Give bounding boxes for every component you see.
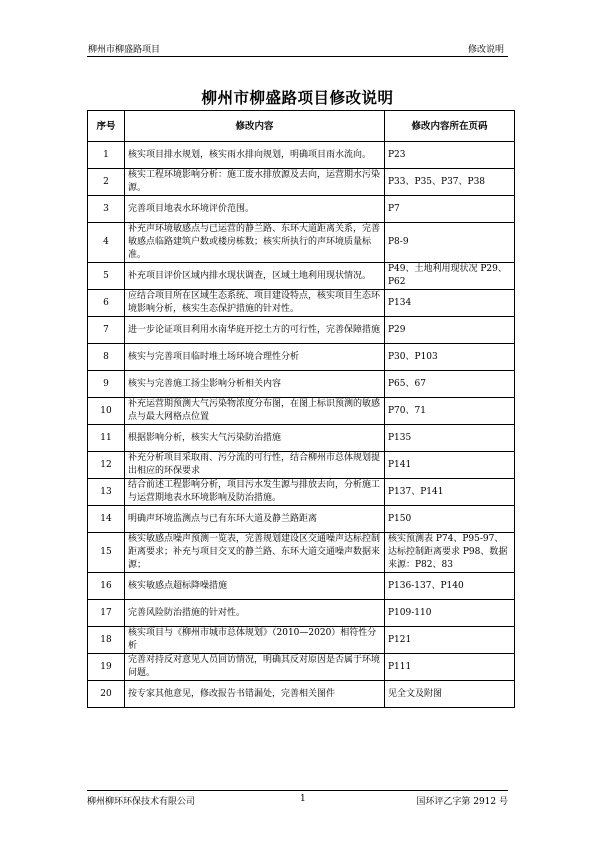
row-number: 1: [88, 142, 125, 169]
row-pages: P137、P141: [385, 479, 515, 506]
page-header: [87, 42, 508, 57]
table-row: [88, 169, 515, 196]
footer-license: 国环评乙字第 2912 号: [416, 797, 508, 807]
row-content: 完善项目地表水环境评价范围。: [125, 196, 385, 223]
row-content: 进一步论证项目利用水南华庭开挖土方的可行性，完善保障措施: [125, 317, 385, 344]
row-pages: P121: [385, 627, 515, 654]
row-pages: P150: [385, 506, 515, 533]
row-content: 补充分析项目采取雨、污分流的可行性，结合柳州市总体规划提出相应的环保要求: [125, 452, 385, 479]
row-number: 17: [88, 600, 125, 627]
row-number: 13: [88, 479, 125, 506]
page-footer: [87, 790, 508, 805]
row-content: 补充声环境敏感点与已运营的静兰路、东环大道距离关系，完善敏感点临路建筑户数或楼房栋数；核实所执行的声环境质量标准。: [125, 223, 385, 263]
header-project-name: 柳州市柳盛路项目: [88, 45, 161, 55]
table-row: [88, 142, 515, 169]
table-row: [88, 681, 515, 708]
column-header-number: 序号: [88, 111, 125, 142]
row-content: 补充项目评价区域内排水现状调查，区域土地利用现状情况。: [125, 263, 385, 290]
row-content: 核实项目排水规划，核实雨水排向规划，明确项目雨水流向。: [125, 142, 385, 169]
row-number: 11: [88, 425, 125, 452]
row-number: 2: [88, 169, 125, 196]
table-row: [88, 506, 515, 533]
row-content: 核实与完善项目临时堆土场环境合理性分析: [125, 344, 385, 371]
row-number: 19: [88, 654, 125, 681]
row-pages: P29: [385, 317, 515, 344]
header-doc-type: 修改说明: [467, 45, 504, 55]
row-pages: P70、71: [385, 398, 515, 425]
row-content: 核实工程环境影响分析：施工废水排放源及去向，运营期水污染源。: [125, 169, 385, 196]
table-row: [88, 223, 515, 263]
row-number: 9: [88, 371, 125, 398]
row-number: 7: [88, 317, 125, 344]
column-header-content: 修改内容: [125, 111, 385, 142]
row-content: 核实与完善施工扬尘影响分析相关内容: [125, 371, 385, 398]
footer-page-number: 1: [300, 794, 306, 804]
row-content: 核实敏感点超标降噪措施: [125, 573, 385, 600]
row-content: 根据影响分析，核实大气污染防治措施: [125, 425, 385, 452]
row-number: 14: [88, 506, 125, 533]
table-row: [88, 533, 515, 573]
row-pages: P30、P103: [385, 344, 515, 371]
row-number: 6: [88, 290, 125, 317]
row-number: 5: [88, 263, 125, 290]
row-number: 10: [88, 398, 125, 425]
table-row: [88, 398, 515, 425]
row-content: 核实敏感点噪声预测一览表，完善规划建设区交通噪声达标控制距离要求；补充与项目交叉的静兰路、东环大道交通噪声数据来源；: [125, 533, 385, 573]
row-number: 12: [88, 452, 125, 479]
row-pages: P141: [385, 452, 515, 479]
row-pages: P109-110: [385, 600, 515, 627]
table-row: [88, 263, 515, 290]
row-pages: P23: [385, 142, 515, 169]
row-content: 核实项目与《柳州市城市总体规划》（2010—2020）相符性分析: [125, 627, 385, 654]
row-number: 4: [88, 223, 125, 263]
table-row: [88, 600, 515, 627]
table-row: [88, 452, 515, 479]
table-header-row: [88, 111, 515, 142]
row-content: 补充运营期预测大气污染物浓度分布图，在图上标识预测的敏感点与最大网格点位置: [125, 398, 385, 425]
revision-table: [87, 110, 515, 708]
row-pages: P136-137、P140: [385, 573, 515, 600]
table-row: [88, 627, 515, 654]
row-pages: 见全文及附图: [385, 681, 515, 708]
row-content: 应结合项目所在区域生态系统、项目建设特点，核实项目生态环境影响分析，核实生态保护措施的针对性。: [125, 290, 385, 317]
row-number: 15: [88, 533, 125, 573]
table-row: [88, 425, 515, 452]
table-row: [88, 573, 515, 600]
row-pages: P134: [385, 290, 515, 317]
row-pages: P33、P35、P37、P38: [385, 169, 515, 196]
table-row: [88, 196, 515, 223]
row-pages: P135: [385, 425, 515, 452]
footer-company: 柳州柳环环保技术有限公司: [87, 797, 196, 807]
row-pages: P7: [385, 196, 515, 223]
row-content: 结合前述工程影响分析，项目污水发生源与排放去向，分析施工与运营期地表水环境影响及防治措施。: [125, 479, 385, 506]
column-header-pages: 修改内容所在页码: [385, 111, 515, 142]
row-number: 3: [88, 196, 125, 223]
table-row: [88, 344, 515, 371]
row-number: 8: [88, 344, 125, 371]
row-number: 20: [88, 681, 125, 708]
table-row: [88, 654, 515, 681]
row-content: 完善风险防治措施的针对性。: [125, 600, 385, 627]
row-pages: 核实预测表 P74、P95-97、达标控制距离要求 P98、数据来源：P82、83: [385, 533, 515, 573]
table-row: [88, 290, 515, 317]
table-row: [88, 371, 515, 398]
table-row: [88, 317, 515, 344]
row-content: 按专家其他意见，修改报告书错漏处，完善相关图件: [125, 681, 385, 708]
row-content: 完善对持反对意见人员回访情况，明确其反对原因是否属于环境问题。: [125, 654, 385, 681]
page-title: 柳州市柳盛路项目修改说明: [201, 89, 394, 107]
row-pages: P65、67: [385, 371, 515, 398]
row-number: 16: [88, 573, 125, 600]
row-pages: P49、土地利用现状况 P29、P62: [385, 263, 515, 290]
row-pages: P111: [385, 654, 515, 681]
row-content: 明确声环境监测点与已有东环大道及静兰路距离: [125, 506, 385, 533]
table-row: [88, 479, 515, 506]
row-pages: P8-9: [385, 223, 515, 263]
row-number: 18: [88, 627, 125, 654]
